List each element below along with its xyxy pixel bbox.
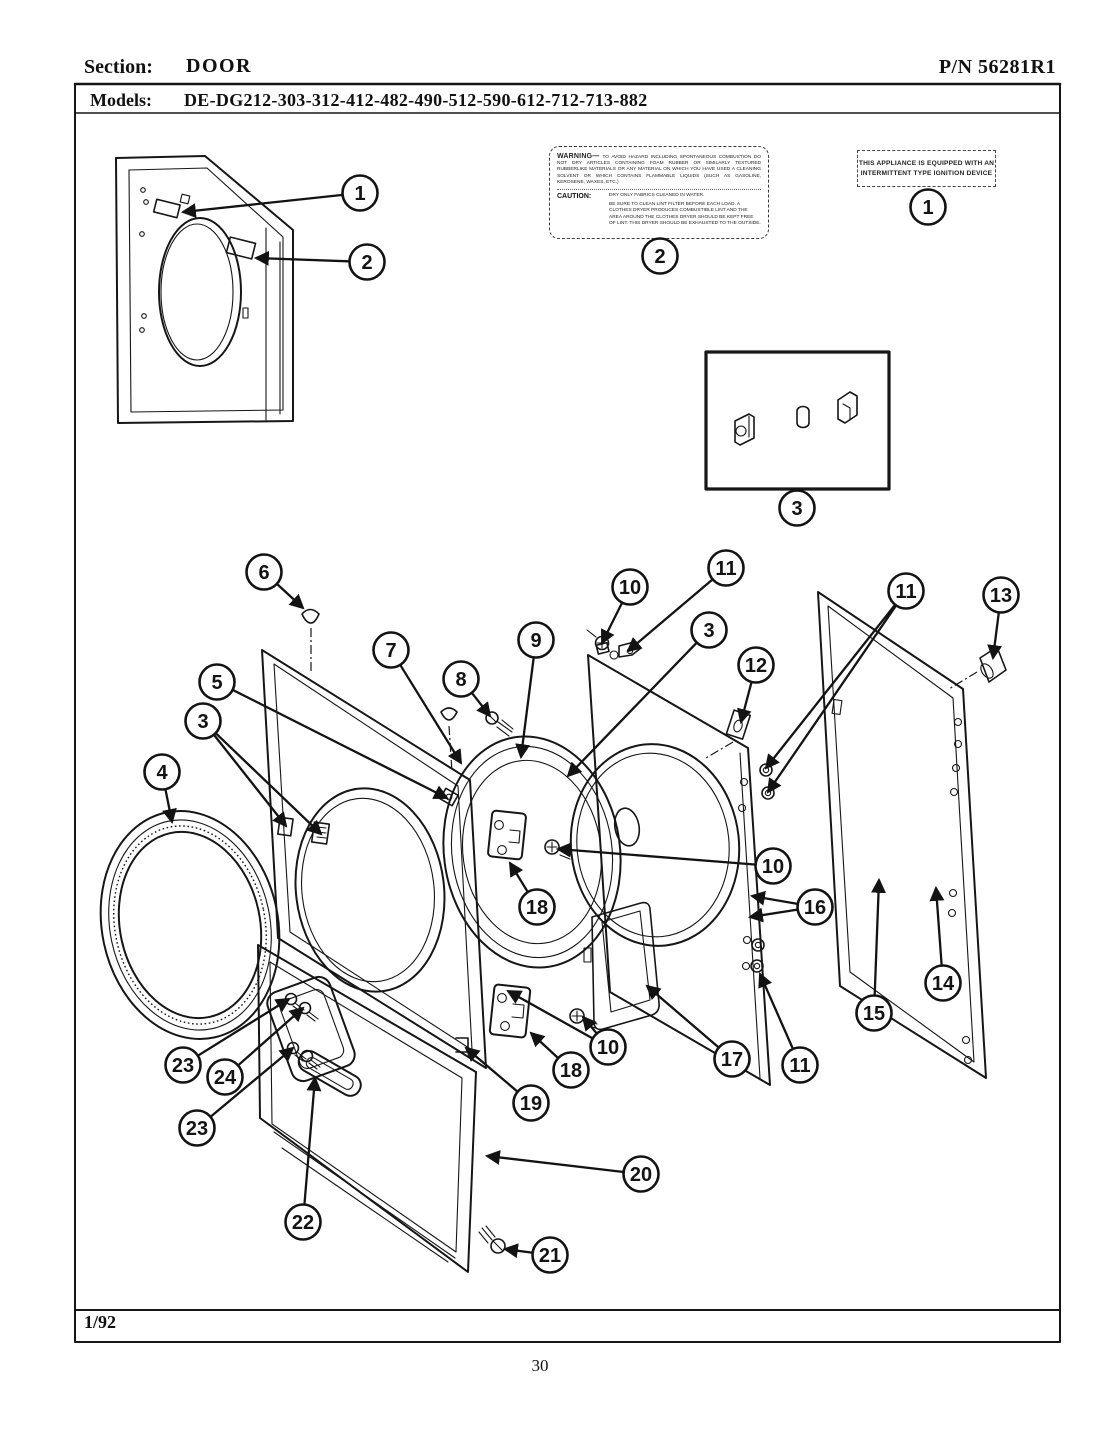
warning-body: TO AVOID HAZARD INCLUDING SPONTANEOUS COMBUSTION DO NOT DRY ARTICLES CONTAINING FOAM RUBBER OR SIMILARLY TEXTURED RUBBERLIKE MATERIALS OR ANY MATERIAL ON WHICH YOU HAVE USED A CLEANING SOLVENT OR WHICH CONTAINS FLAMMABLE LIQUIDS (SUCH AS GASOLINE, KEROSENE, WAXES, ETC.) <box>557 155 761 185</box>
caution-line1: DRY ONLY FABRICS CLEANED IN WATER. <box>609 193 705 199</box>
caution-rest: BE SURE TO CLEAN LINT FILTER BEFORE EACH LOAD. A CLOTHES DRYER PRODUCES COMBUSTIBLE LINT AND THE AREA AROUND THE CLOTHES DRYER SHOULD BE KEPT FREE OF LINT. THIS DRYER SHOULD BE EXHAUSTED TO THE OUTSIDE. <box>609 201 761 227</box>
callout-number: 3 <box>197 711 209 733</box>
callout-number: 17 <box>720 1049 744 1071</box>
callout-number: 18 <box>525 897 549 919</box>
callout-number: 10 <box>761 856 785 878</box>
callout-number: 8 <box>455 669 467 691</box>
leader-line <box>166 790 172 822</box>
leader-line <box>216 734 321 834</box>
callout-18 <box>531 1033 589 1088</box>
callout-number: 18 <box>559 1060 583 1082</box>
callout-20 <box>487 1156 659 1192</box>
callout-11 <box>766 574 924 793</box>
callout-17 <box>647 986 750 1077</box>
callout-13 <box>984 578 1019 659</box>
callout-number: 10 <box>596 1037 620 1059</box>
leader-line <box>531 1033 557 1057</box>
ignition-line1: THIS APPLIANCE IS EQUIPPED WITH AN <box>858 159 995 167</box>
lint-door-art <box>584 903 659 1030</box>
callout-1 <box>911 190 946 225</box>
leader-line <box>521 658 534 757</box>
callout-2 <box>643 239 678 274</box>
leader-line <box>305 1078 316 1204</box>
callout-number: 11 <box>789 1055 811 1077</box>
callout-number: 2 <box>361 252 373 274</box>
callout-number: 3 <box>703 620 715 642</box>
callout-number: 11 <box>895 581 917 603</box>
models-value: DE-DG212-303-312-412-482-490-512-590-612-712-713-882 <box>184 90 648 110</box>
callout-5 <box>200 665 448 799</box>
leader-line <box>875 880 879 995</box>
leader-line <box>508 991 592 1038</box>
callout-2 <box>256 245 385 280</box>
callout-number: 13 <box>989 585 1013 607</box>
leader-line <box>602 604 622 644</box>
callout-number: 20 <box>629 1164 653 1186</box>
callout-10 <box>602 570 648 644</box>
callout-number: 22 <box>291 1212 315 1234</box>
callout-number: 12 <box>744 655 768 677</box>
door-plug <box>706 710 750 758</box>
door-seal-art <box>80 794 300 1056</box>
callout-number: 24 <box>213 1067 237 1089</box>
latch-screw-top <box>587 630 641 657</box>
callout-number: 19 <box>519 1093 543 1115</box>
outer-door-panel-art <box>818 592 986 1078</box>
door-hinge-upper <box>488 810 527 859</box>
models-label: Models: <box>90 90 152 110</box>
callout-12 <box>739 648 774 723</box>
section-label: Section: <box>84 56 153 78</box>
callout-number: 23 <box>171 1055 195 1077</box>
callout-21 <box>505 1238 568 1273</box>
callout-15 <box>857 880 892 1031</box>
callout-number: 23 <box>185 1118 209 1140</box>
leader-line <box>936 888 942 965</box>
callout-number: 11 <box>715 558 737 580</box>
callout-14 <box>926 888 961 1001</box>
handle-screws <box>286 994 321 1070</box>
leader-line <box>505 1249 532 1253</box>
leader-line <box>558 849 755 865</box>
callout-number: 9 <box>530 630 542 652</box>
leader-line <box>215 736 287 827</box>
callout-number: 6 <box>258 562 270 584</box>
leader-line <box>750 910 797 917</box>
callout-number: 21 <box>538 1245 562 1267</box>
callout-number: 10 <box>618 577 642 599</box>
part-number: P/N 56281R1 <box>938 56 1056 78</box>
leader-line <box>766 606 895 769</box>
page-border <box>75 84 1060 1342</box>
latch-kit-box-art <box>706 352 889 489</box>
hinge-pin-art <box>949 647 1006 689</box>
callout-number: 3 <box>791 498 803 520</box>
leader-line <box>768 606 896 792</box>
leader-line <box>647 986 718 1047</box>
leader-line <box>472 694 490 716</box>
leader-line <box>183 195 342 212</box>
front-panel-inset-art <box>116 156 293 423</box>
callout-19 <box>466 1048 549 1121</box>
ignition-line2: INTERMITTENT TYPE IGNITION DEVICE <box>860 169 993 177</box>
caution-title: CAUTION: <box>557 193 592 201</box>
callout-7 <box>374 633 462 764</box>
leader-line <box>278 585 303 609</box>
callout-number: 15 <box>862 1003 886 1025</box>
callout-number: 14 <box>931 973 955 995</box>
callout-3 <box>568 613 727 777</box>
revision-date: 1/92 <box>84 1312 117 1332</box>
callout-number: 16 <box>803 897 827 919</box>
leader-line <box>487 1156 623 1172</box>
callout-1 <box>183 176 378 213</box>
section-value: DOOR <box>186 55 252 77</box>
callout-6 <box>247 555 304 609</box>
callout-3 <box>780 491 815 526</box>
leader-line <box>510 863 527 891</box>
callout-number: 4 <box>156 762 168 784</box>
warning-title: WARNING— <box>557 153 600 160</box>
callout-number: 5 <box>211 672 223 694</box>
callout-number: 2 <box>654 246 666 268</box>
page-number: 30 <box>531 1356 549 1375</box>
callout-16 <box>750 890 833 925</box>
callout-number: 7 <box>385 640 397 662</box>
callout-layer <box>145 176 1019 1273</box>
callout-number: 1 <box>354 183 366 205</box>
screw-21 <box>479 1226 505 1253</box>
callout-number: 1 <box>922 197 934 219</box>
leader-line <box>256 258 349 261</box>
callout-18 <box>510 863 555 925</box>
